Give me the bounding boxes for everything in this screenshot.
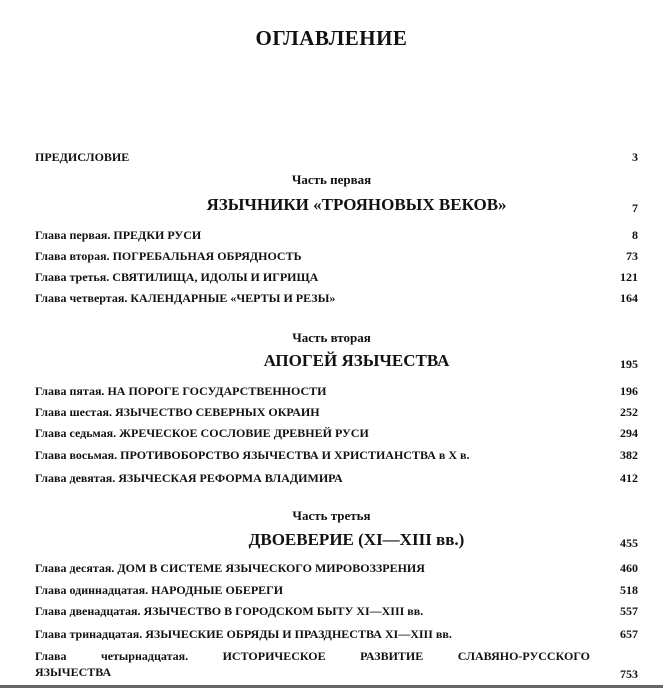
- page-number: 3: [632, 150, 638, 164]
- chapter-title: ЯЗЫЧЕСТВО СЕВЕРНЫХ ОКРАИН: [114, 405, 320, 419]
- part-label: Часть первая: [291, 172, 372, 187]
- chapter-number: Глава третья.: [35, 270, 110, 284]
- toc-entry-part[interactable]: [35, 351, 638, 371]
- chapter-number: Глава первая.: [35, 228, 111, 242]
- page-number: 121: [620, 270, 638, 284]
- chapter-title: ЯЗЫЧЕСТВО В ГОРОДСКОМ БЫТУ XI—XIII вв.: [143, 604, 424, 618]
- chapter-number: Глава седьмая.: [35, 426, 117, 440]
- page-number: 164: [620, 291, 638, 305]
- page-number: 455: [620, 536, 638, 550]
- toc-entry-chapter[interactable]: [35, 626, 638, 642]
- chapter-title: ЯЗЫЧЕСКИЕ ОБРЯДЫ И ПРАЗДНЕСТВА XI—XIII вв.: [145, 627, 452, 641]
- toc-entry-chapter[interactable]: [35, 290, 638, 306]
- chapter-number: Глава одиннадцатая.: [35, 583, 149, 597]
- chapter-number: Глава шестая.: [35, 405, 112, 419]
- page-number: 412: [620, 471, 638, 485]
- page-number: 252: [620, 405, 638, 419]
- toc-entry-chapter[interactable]: [35, 404, 638, 420]
- chapter-title: НА ПОРОГЕ ГОСУДАРСТВЕННОСТИ: [107, 384, 327, 398]
- page-number: 460: [620, 561, 638, 575]
- part-title: ЯЗЫЧНИКИ «ТРОЯНОВЫХ ВЕКОВ»: [206, 195, 507, 214]
- chapter-number: Глава пятая.: [35, 384, 105, 398]
- toc-entry-chapter[interactable]: [35, 470, 638, 486]
- part-title: АПОГЕЙ ЯЗЫЧЕСТВА: [263, 351, 450, 370]
- chapter-number: Глава десятая.: [35, 561, 115, 575]
- page-number: 195: [620, 357, 638, 371]
- toc-entry-chapter[interactable]: [35, 582, 638, 598]
- toc-entry-chapter[interactable]: [35, 648, 638, 680]
- toc-entry-chapter[interactable]: [35, 383, 638, 399]
- chapter-title: ЯЗЫЧЕСКАЯ РЕФОРМА ВЛАДИМИРА: [118, 471, 343, 485]
- toc-entry-chapter[interactable]: [35, 603, 638, 619]
- page-number: 73: [626, 249, 638, 263]
- part-label: Часть третья: [292, 508, 371, 523]
- toc-entry-part[interactable]: [35, 530, 638, 550]
- toc-entry-chapter[interactable]: [35, 227, 638, 243]
- chapter-title: ПРЕДКИ РУСИ: [113, 228, 202, 242]
- toc-entry-chapter[interactable]: [35, 560, 638, 576]
- page-number: 557: [620, 604, 638, 618]
- chapter-title: НАРОДНЫЕ ОБЕРЕГИ: [151, 583, 284, 597]
- entry-title: ПРЕДИСЛОВИЕ: [35, 150, 130, 164]
- chapter-number: Глава четвертая.: [35, 291, 128, 305]
- chapter-title: ИСТОРИЧЕСКОЕ РАЗВИТИЕ СЛАВЯНО-РУССКОГО: [222, 649, 590, 663]
- toc-entry-chapter[interactable]: [35, 425, 638, 441]
- chapter-number: Глава четырнадцатая.: [35, 649, 189, 663]
- toc-entry-chapter[interactable]: [35, 447, 638, 463]
- page-number: 657: [620, 627, 638, 641]
- chapter-title-continued: ЯЗЫЧЕСТВА: [35, 665, 112, 679]
- chapter-title: ЖРЕЧЕСКОЕ СОСЛОВИЕ ДРЕВНЕЙ РУСИ: [119, 426, 369, 440]
- chapter-title: ДОМ В СИСТЕМЕ ЯЗЫЧЕСКОГО МИРОВОЗЗРЕНИЯ: [117, 561, 425, 575]
- page-number: 7: [632, 201, 638, 215]
- page-title: ОГЛАВЛЕНИЕ: [255, 26, 408, 50]
- chapter-number: Глава восьмая.: [35, 448, 118, 462]
- chapter-number: Глава девятая.: [35, 471, 116, 485]
- page-number: 382: [620, 448, 638, 462]
- chapter-title: КАЛЕНДАРНЫЕ «ЧЕРТЫ И РЕЗЫ»: [130, 291, 336, 305]
- part-label: Часть вторая: [292, 330, 371, 345]
- chapter-number: Глава тринадцатая.: [35, 627, 143, 641]
- part-title: ДВОЕВЕРИЕ (XI—XIII вв.): [248, 530, 465, 549]
- chapter-heading-line: [35, 648, 590, 664]
- chapter-title: СВЯТИЛИЩА, ИДОЛЫ И ИГРИЩА: [112, 270, 319, 284]
- page-number: 196: [620, 384, 638, 398]
- toc-entry-preface[interactable]: [35, 149, 638, 165]
- chapter-title: ПОГРЕБАЛЬНАЯ ОБРЯДНОСТЬ: [112, 249, 302, 263]
- toc-entry-chapter[interactable]: [35, 269, 638, 285]
- toc-entry-chapter[interactable]: [35, 248, 638, 264]
- page-number: 294: [620, 426, 638, 440]
- page-number: 518: [620, 583, 638, 597]
- chapter-title: ПРОТИВОБОРСТВО ЯЗЫЧЕСТВА И ХРИСТИАНСТВА в X в.: [120, 448, 470, 462]
- page-number: 753: [620, 667, 638, 681]
- chapter-number: Глава двенадцатая.: [35, 604, 141, 618]
- toc-entry-part[interactable]: [35, 195, 638, 215]
- page-number: 8: [632, 228, 638, 242]
- chapter-number: Глава вторая.: [35, 249, 110, 263]
